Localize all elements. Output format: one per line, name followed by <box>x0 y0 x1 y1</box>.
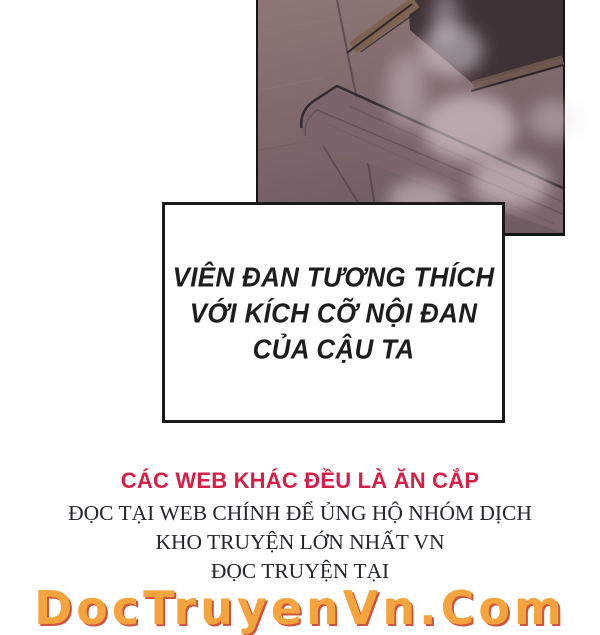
speech-line: VIÊN ĐAN TƯƠNG THÍCH <box>172 260 495 293</box>
note-line: ĐỌC TRUYỆN TẠI <box>210 559 390 583</box>
note-line: ĐỌC TẠI WEB CHÍNH ĐỂ ỦNG HỘ NHÓM DỊCH <box>68 501 532 525</box>
speech-line: VỚI KÍCH CỠ NỘI ĐAN <box>189 296 478 329</box>
site-logo-text: DocTruyenVn.Com <box>34 581 566 635</box>
speech-line: CỦA CẬU TA <box>252 332 415 365</box>
note-block <box>0 499 600 586</box>
comic-panel <box>256 0 565 236</box>
site-logo-cropped <box>0 581 600 635</box>
translator-note <box>0 468 600 586</box>
panel-artwork <box>258 0 563 233</box>
note-line: KHO TRUYỆN LỚN NHẤT VN <box>155 530 445 554</box>
speech-bubble <box>162 202 505 423</box>
anti-piracy-warning: CÁC WEB KHÁC ĐỀU LÀ ĂN CẮP <box>120 468 480 493</box>
